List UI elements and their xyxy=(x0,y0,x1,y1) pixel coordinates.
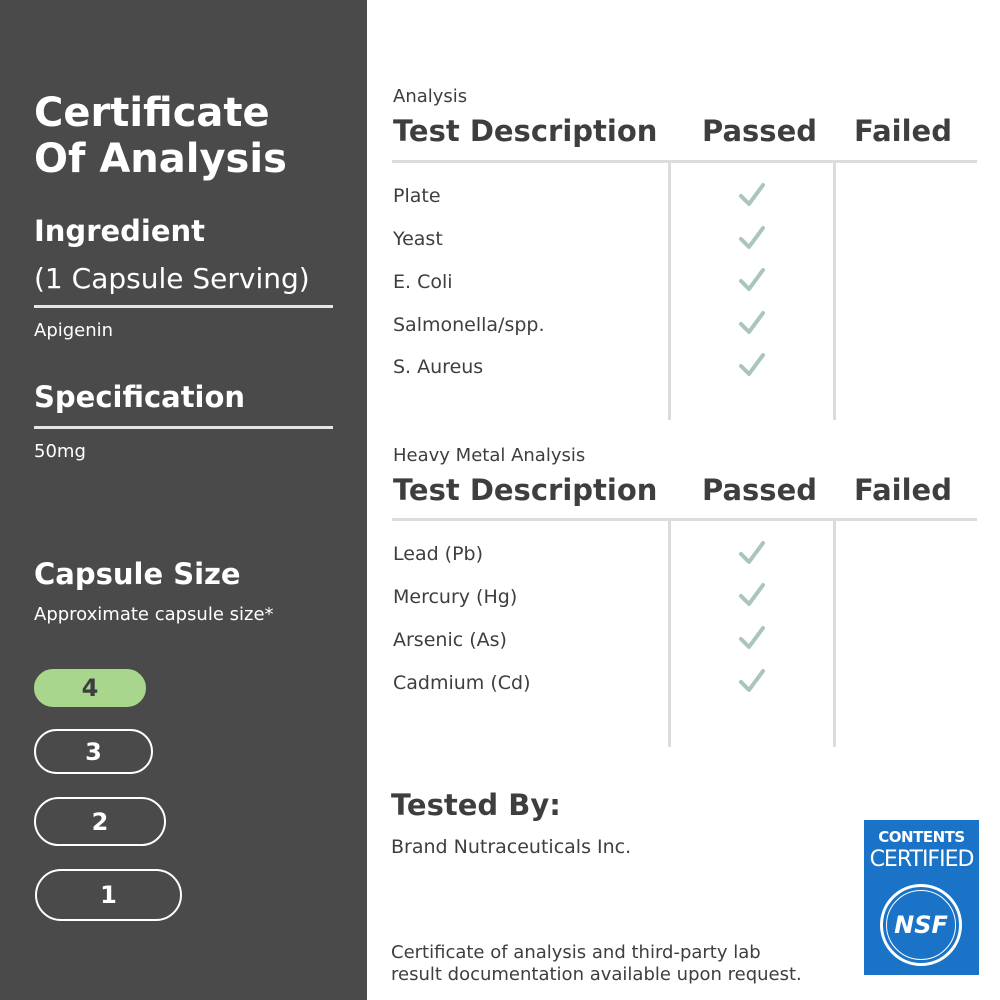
footnote-line-2: result documentation available upon request. xyxy=(391,964,802,985)
analysis-col-divider-2 xyxy=(833,162,836,420)
heavy-metal-row-label: Mercury (Hg) xyxy=(393,586,518,608)
analysis-col-divider-1 xyxy=(668,162,671,420)
badge-line-1: CONTENTS xyxy=(878,828,965,846)
ingredient-value: Apigenin xyxy=(34,320,114,341)
analysis-row-label: Salmonella/spp. xyxy=(393,314,545,336)
heavy-metal-caption: Heavy Metal Analysis xyxy=(393,445,586,466)
heavy-metal-col-passed: Passed xyxy=(702,473,817,507)
capsule-size-note: Approximate capsule size* xyxy=(34,604,274,625)
badge-line-2: CERTIFIED xyxy=(869,847,974,872)
check-icon xyxy=(738,540,766,566)
nsf-certified-badge xyxy=(864,820,979,975)
capsule-size-label: 4 xyxy=(81,674,99,702)
page-title xyxy=(34,90,354,182)
seal-text: NSF xyxy=(894,911,948,939)
analysis-row-label: Yeast xyxy=(393,228,443,250)
analysis-header-rule xyxy=(392,160,977,163)
capsule-size-heading: Capsule Size xyxy=(34,557,241,591)
specification-heading: Specification xyxy=(34,380,246,414)
capsule-size-2[interactable] xyxy=(34,797,166,846)
check-icon xyxy=(738,182,766,208)
footnote xyxy=(391,942,851,986)
check-icon xyxy=(738,310,766,336)
left-panel xyxy=(0,0,367,1000)
heavy-metal-row-label: Lead (Pb) xyxy=(393,543,484,565)
analysis-col-failed: Failed xyxy=(854,114,952,148)
capsule-size-label: 2 xyxy=(91,807,109,836)
heavy-metal-row-label: Arsenic (As) xyxy=(393,629,507,651)
heavy-metal-row-label: Cadmium (Cd) xyxy=(393,672,531,694)
ingredient-divider xyxy=(34,305,333,308)
heavy-metal-col-test: Test Description xyxy=(393,473,658,507)
check-icon xyxy=(738,582,766,608)
heavy-metal-header-rule xyxy=(392,518,977,521)
heavy-metal-col-divider-1 xyxy=(668,520,671,747)
capsule-size-label: 1 xyxy=(100,881,117,909)
check-icon xyxy=(738,267,766,293)
ingredient-heading: Ingredient xyxy=(34,214,206,248)
analysis-row-label: Plate xyxy=(393,185,441,207)
check-icon xyxy=(738,625,766,651)
tested-by-value: Brand Nutraceuticals Inc. xyxy=(391,836,632,858)
nsf-seal-icon xyxy=(880,884,962,966)
analysis-caption: Analysis xyxy=(393,86,468,107)
specification-divider xyxy=(34,426,333,429)
capsule-size-4[interactable] xyxy=(34,669,146,707)
capsule-size-3[interactable] xyxy=(34,729,153,774)
analysis-row-label: E. Coli xyxy=(393,271,453,293)
capsule-size-label: 3 xyxy=(85,737,102,766)
tested-by-heading: Tested By: xyxy=(391,788,561,822)
title-line-1: Certificate xyxy=(34,90,270,136)
heavy-metal-col-divider-2 xyxy=(833,520,836,747)
capsule-size-1[interactable] xyxy=(35,869,182,921)
check-icon xyxy=(738,668,766,694)
analysis-row-label: S. Aureus xyxy=(393,356,484,378)
check-icon xyxy=(738,352,766,378)
analysis-col-passed: Passed xyxy=(702,114,817,148)
ingredient-serving: (1 Capsule Serving) xyxy=(34,262,310,295)
footnote-line-1: Certificate of analysis and third-party lab xyxy=(391,942,761,963)
specification-value: 50mg xyxy=(34,441,86,462)
title-line-2: Of Analysis xyxy=(34,136,287,182)
heavy-metal-col-failed: Failed xyxy=(854,473,952,507)
check-icon xyxy=(738,225,766,251)
analysis-col-test: Test Description xyxy=(393,114,658,148)
